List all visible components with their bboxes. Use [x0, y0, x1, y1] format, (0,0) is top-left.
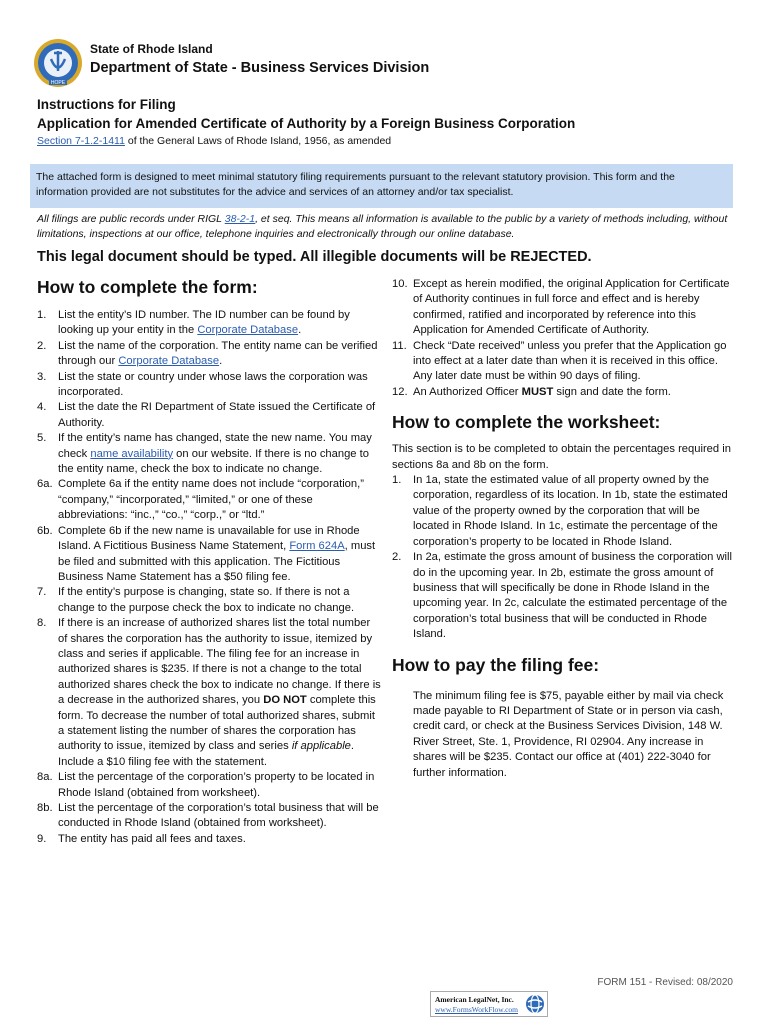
- fee-text: The minimum filing fee is $75, payable either by mail via check made payable to RI Department of State or in person via cash, credit card, or check at the Business Services Division, 148 W. River Street, Ste. 1, Providence, RI 02904. Any increase in shares will be $235. Contact our office at (401) 222-3040 for further information.: [413, 689, 724, 779]
- item-text: List the percentage of the corporation’s total business that will be conducted in Rhode Island (obtained from worksheet).: [58, 802, 379, 830]
- list-item: [37, 370, 382, 401]
- instructions-heading: Instructions for Filing: [37, 97, 176, 112]
- item-number: 6a.: [37, 478, 53, 491]
- statute-reference: [37, 135, 391, 147]
- item-text: If the entity’s name has changed, state the new name. You may check: [58, 432, 372, 460]
- item-text: An Authorized Officer: [413, 385, 522, 398]
- list-item: [37, 770, 382, 801]
- item-text: sign and date the form.: [553, 385, 671, 398]
- records-text-pre: All filings are public records under RIGL: [37, 213, 225, 225]
- list-item: [37, 585, 382, 616]
- application-title: Application for Amended Certificate of Authority by a Foreign Business Corporation: [37, 116, 576, 131]
- left-column: [37, 277, 382, 847]
- list-item: [37, 801, 382, 832]
- item-text: List the percentage of the corporation’s property to be located in Rhode Island (obtained from worksheet).: [58, 771, 375, 799]
- item-link[interactable]: Corporate Database: [197, 324, 299, 337]
- item-number: 10.: [392, 278, 408, 290]
- item-number: 7.: [37, 586, 47, 599]
- item-number: 5.: [37, 432, 47, 445]
- publisher-name: American LegalNet, Inc.: [435, 995, 514, 1004]
- item-text: Complete 6b if the new name is unavailable for use in Rhode Island. A Fictitious Business Name Statement,: [58, 524, 360, 553]
- item-emphasis: DO NOT: [263, 694, 307, 707]
- worksheet-list: [392, 473, 737, 642]
- globe-icon: [525, 994, 545, 1014]
- legal-notice-box: The attached form is designed to meet minimal statutory filing requirements pursuant to the relevant statutory provision. This form and the information provided are not substitutes for the advice and services of an attorney and/or tax specialist.: [30, 164, 733, 208]
- item-text: The entity has paid all fees and taxes.: [58, 832, 246, 845]
- item-emphasis: MUST: [521, 385, 554, 398]
- item-number: 2.: [392, 551, 402, 564]
- typed-warning: This legal document should be typed. All illegible documents will be REJECTED.: [37, 249, 592, 265]
- department-name: Department of State - Business Services Division: [90, 60, 430, 76]
- item-link[interactable]: name availability: [90, 447, 174, 460]
- list-item: [392, 339, 737, 385]
- item-number: 8b.: [37, 802, 53, 814]
- item-text: , must be filed and submitted with this application. The Fictitious Business Name Statement has a $50 filing fee.: [58, 540, 376, 583]
- item-text: .: [219, 355, 223, 368]
- item-number: 9.: [37, 832, 47, 845]
- complete-form-heading: How to complete the form:: [37, 277, 258, 297]
- seal-motto: HOPE: [50, 80, 66, 86]
- item-text: List the date the RI Department of State issued the Certificate of Authority.: [58, 401, 376, 429]
- item-number: 3.: [37, 370, 47, 383]
- item-text: In 2a, estimate the gross amount of business the corporation will do in the upcoming year. In 2b, estimate the gross amount of business that will specifically be done in Rhode Island in the upcoming year. In 2c, calculate the estimated percentage of the corporation’s total business that will be conducted in Rhode Island.: [413, 551, 733, 641]
- item-text: In 1a, state the estimated value of all property owned by the corporation, regardless of its location. In 1b, state the estimated value of the property owned by the corporation that will be located in Rhode Island. In 1c, estimate the percentage of the corporation’s property to be located in Rhode Island.: [413, 474, 728, 548]
- item-number: 2.: [37, 339, 47, 352]
- item-text: If the entity’s purpose is changing, state so. If there is not a change to the purpose check the box to indicate no change.: [58, 586, 355, 614]
- item-number: 6b.: [37, 524, 53, 537]
- item-number: 8.: [37, 617, 47, 630]
- item-link[interactable]: Form 624A: [289, 540, 345, 553]
- fee-heading: How to pay the filing fee:: [392, 654, 600, 675]
- statute-text: of the General Laws of Rhode Island, 1956, as amended: [124, 135, 392, 147]
- publisher-badge[interactable]: [430, 991, 548, 1017]
- list-item: [37, 308, 382, 339]
- form-instructions-list-continued: [392, 277, 737, 400]
- public-records-notice: [37, 212, 737, 242]
- list-item: [392, 473, 737, 550]
- item-number: 8a.: [37, 771, 53, 784]
- list-item: [37, 400, 382, 431]
- item-italic: if applicable: [291, 740, 351, 753]
- item-text: List the entity’s ID number. The ID number can be found by looking up your entity in the: [58, 309, 350, 337]
- item-text: .: [298, 324, 302, 337]
- worksheet-intro: This section is to be completed to obtain the percentages required in sections 8a and 8b on the form.: [392, 443, 731, 471]
- item-text: List the name of the corporation. The entity name can be verified through our: [58, 339, 378, 368]
- item-number: 1.: [392, 474, 402, 487]
- list-item: [37, 431, 382, 477]
- list-item: [37, 339, 382, 370]
- item-number: 1.: [37, 309, 47, 321]
- item-text: . Include a $10 filing fee with the statement.: [58, 740, 355, 768]
- rhode-island-seal-icon: [33, 38, 83, 88]
- item-text: Check “Date received” unless you prefer that the Application go into effect at a later date than when it is received in this office. Any later date must be within 90 days of filing.: [413, 339, 727, 383]
- item-text: on our website. If there is no change to the entity name, check the box to indicate no change.: [58, 447, 369, 476]
- worksheet-heading: How to complete the worksheet:: [392, 412, 661, 433]
- item-link[interactable]: Corporate Database: [118, 355, 220, 368]
- list-item: [37, 524, 382, 586]
- item-number: 11.: [392, 339, 407, 352]
- item-text: Complete 6a if the entity name does not include “corporation,” “company,” “incorporated,” “limited,” or one of these abbreviations: “inc.,” “co.,” “corp.,” or “ltd.”: [58, 478, 364, 522]
- state-name: State of Rhode Island: [90, 42, 213, 56]
- item-text: List the state or country under whose laws the corporation was incorporated.: [58, 370, 368, 399]
- list-item: [392, 277, 737, 339]
- item-text: If there is an increase of authorized shares list the total number of shares the corporation has the authority to issue, itemized by class and series if applicable. The filing fee for an increase in authorized shares is $235. If there is not a change to the total authorized shares check the box to indicate no change. If there is a decrease in the authorized shares, you: [58, 617, 381, 707]
- item-text: complete this form. To decrease the number of total authorized shares, submit a statement listing the number of shares the corporation has authority to issue, itemized by class and series: [58, 694, 376, 753]
- list-item: [37, 477, 382, 523]
- list-item: [392, 550, 737, 642]
- publisher-url[interactable]: www.FormsWorkFlow.com: [435, 1005, 519, 1014]
- records-text-post: , et seq. This means all information is available to the public by a variety of methods including, without limitations, inspections at our office, telephone inquiries and electronically through our online database.: [37, 213, 728, 240]
- statute-link[interactable]: Section 7-1.2-1411: [37, 135, 125, 147]
- list-item: [37, 832, 382, 847]
- item-number: 12.: [392, 385, 408, 398]
- item-text: Except as herein modified, the original Application for Certificate of Authority continues in full force and effect and is hereby confirmed, ratified and incorporated by reference into this Application for Amended Certificate of Authority.: [413, 278, 730, 337]
- list-item: [37, 616, 382, 770]
- form-instructions-list: [37, 308, 382, 847]
- list-item: [392, 385, 737, 400]
- form-revision: FORM 151 - Revised: 08/2020: [597, 977, 733, 988]
- right-column: [392, 277, 737, 781]
- item-number: 4.: [37, 401, 47, 414]
- rigl-link[interactable]: 38-2-1: [224, 213, 256, 225]
